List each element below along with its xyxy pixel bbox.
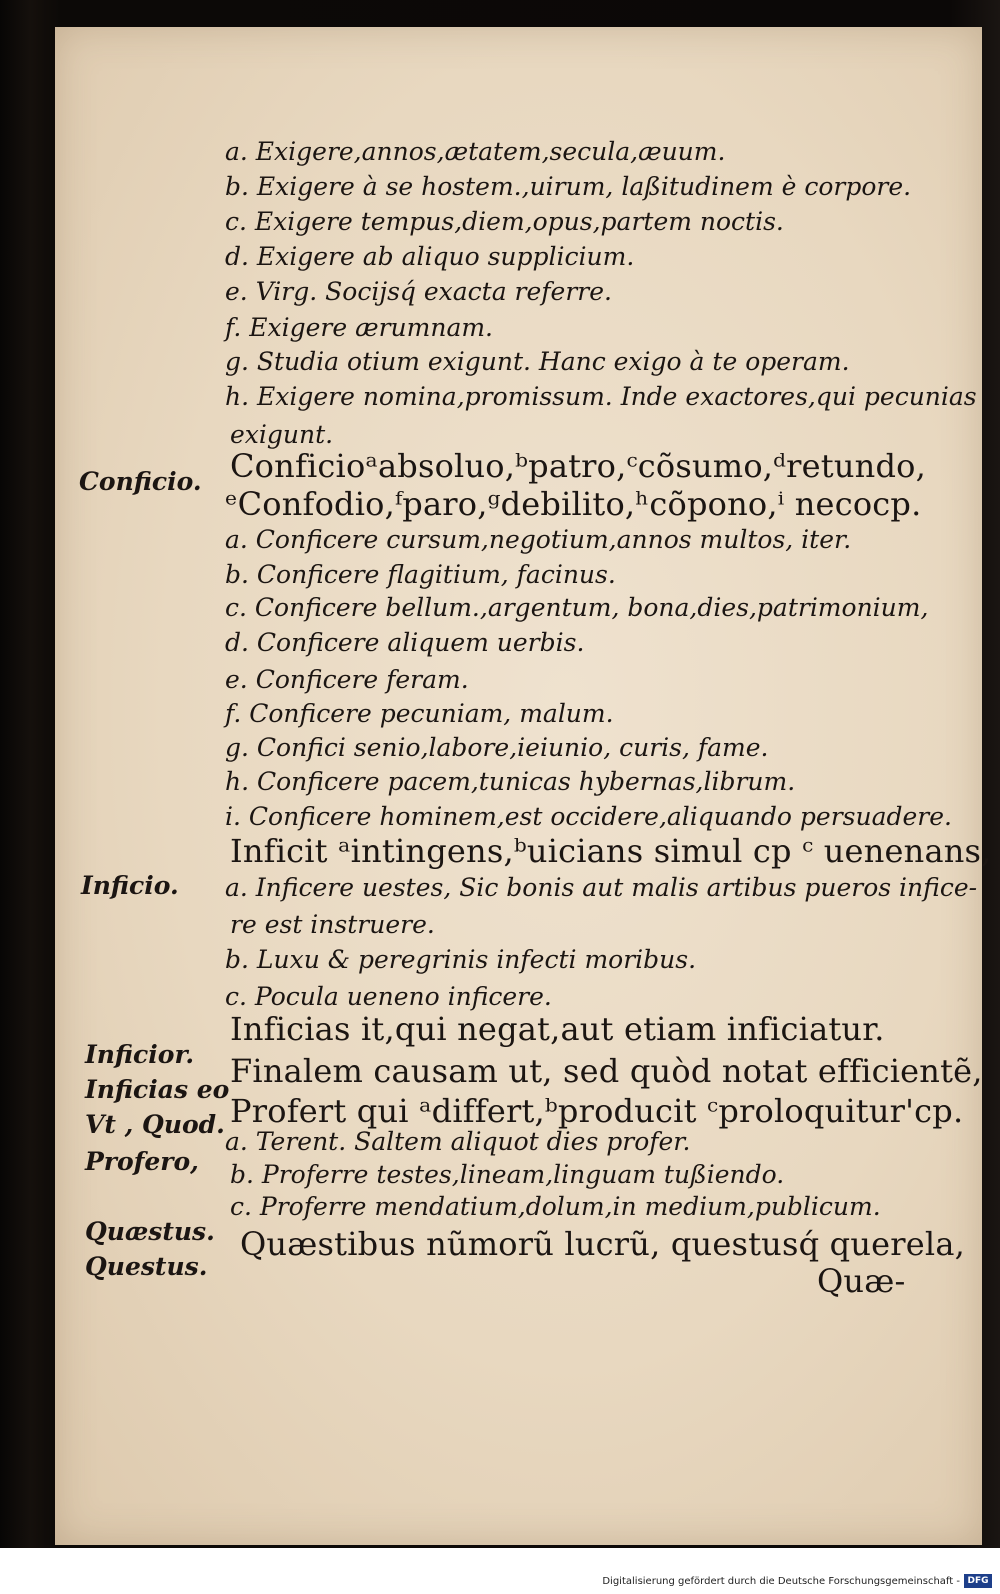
heading-line: Inficias it,qui negat,aut etiam inficiatur. bbox=[230, 1010, 885, 1048]
text-line: a. Terent. Saltem aliquot dies profer. bbox=[225, 1127, 691, 1156]
margin-note: Questus. bbox=[85, 1252, 208, 1281]
margin-note: Inficias eo bbox=[85, 1075, 230, 1104]
book-page bbox=[55, 27, 992, 1545]
text-line: b. Conficere flagitium, facinus. bbox=[225, 560, 616, 589]
text-line: a. Exigere,annos,ætatem,secula,æuum. bbox=[225, 137, 726, 166]
text-line: exigunt. bbox=[230, 420, 334, 449]
text-line: g. Confici senio,labore,ieiunio, curis, fame. bbox=[225, 733, 769, 762]
footer-credit: Digitalisierung gefördert durch die Deutsche Forschungsgemeinschaft - bbox=[602, 1576, 960, 1587]
margin-note: Profero, bbox=[85, 1147, 199, 1176]
text-line: a. Inficere uestes, Sic bonis aut malis artibus pueros infice- bbox=[225, 873, 978, 902]
heading-line: ᵉConfodio,ᶠparo,ᵍdebilito,ʰcõpono,ⁱ necocp. bbox=[225, 485, 922, 523]
text-line: e. Virg. Socijsq́ exacta referre. bbox=[225, 277, 612, 306]
heading-line: Conficioᵃabsoluo,ᵇpatro,ᶜcõsumo,ᵈretundo, bbox=[230, 447, 926, 485]
dfg-logo: DFG bbox=[964, 1574, 992, 1588]
margin-note: Vt , Quod. bbox=[85, 1110, 225, 1139]
margin-note: Inficior. bbox=[85, 1040, 195, 1069]
text-line: i. Conficere hominem,est occidere,aliquando persuadere. bbox=[225, 802, 952, 831]
text-line: d. Exigere ab aliquo supplicium. bbox=[225, 242, 635, 271]
text-line: re est instruere. bbox=[230, 910, 435, 939]
text-line: b. Exigere à se hostem.,uirum, laßitudinem è corpore. bbox=[225, 172, 912, 201]
text-line: f. Exigere ærumnam. bbox=[225, 313, 494, 342]
text-line: h. Exigere nomina,promissum. Inde exactores,qui pecunias bbox=[225, 382, 977, 411]
text-line: c. Pocula ueneno inficere. bbox=[225, 982, 552, 1011]
text-line: c. Exigere tempus,diem,opus,partem noctis. bbox=[225, 207, 784, 236]
text-line: c. Conficere bellum.,argentum, bona,dies,patrimonium, bbox=[225, 593, 929, 622]
heading-line: Profert qui ᵃdiffert,ᵇproducit ᶜproloquitur'cp. bbox=[230, 1092, 964, 1130]
footer-bar bbox=[0, 1548, 1000, 1594]
heading-line: Inficit ᵃintingens,ᵇuicians simul cp ᶜ uenenans, bbox=[230, 832, 992, 870]
text-line: c. Proferre mendatium,dolum,in medium,publicum. bbox=[230, 1192, 881, 1221]
text-line: b. Proferre testes,lineam,linguam tußiendo. bbox=[230, 1160, 785, 1189]
catchword: Quæ- bbox=[817, 1262, 906, 1300]
text-line: a. Conficere cursum,negotium,annos multos, iter. bbox=[225, 525, 852, 554]
heading-line: Quæstibus nũmorũ lucrũ, questusq́ querela, bbox=[240, 1225, 965, 1263]
text-line: e. Conficere feram. bbox=[225, 665, 469, 694]
text-line: b. Luxu & peregrinis infecti moribus. bbox=[225, 945, 697, 974]
text-line: h. Conficere pacem,tunicas hybernas,librum. bbox=[225, 767, 796, 796]
text-line: f. Conficere pecuniam, malum. bbox=[225, 699, 614, 728]
margin-note: Inficio. bbox=[81, 871, 179, 900]
heading-line: Finalem causam ut, sed quòd notat efficientẽ, bbox=[230, 1052, 983, 1090]
margin-note: Conficio. bbox=[79, 467, 202, 496]
text-line: g. Studia otium exigunt. Hanc exigo à te operam. bbox=[225, 347, 850, 376]
margin-note: Quæstus. bbox=[85, 1217, 215, 1246]
text-line: d. Conficere aliquem uerbis. bbox=[225, 628, 585, 657]
